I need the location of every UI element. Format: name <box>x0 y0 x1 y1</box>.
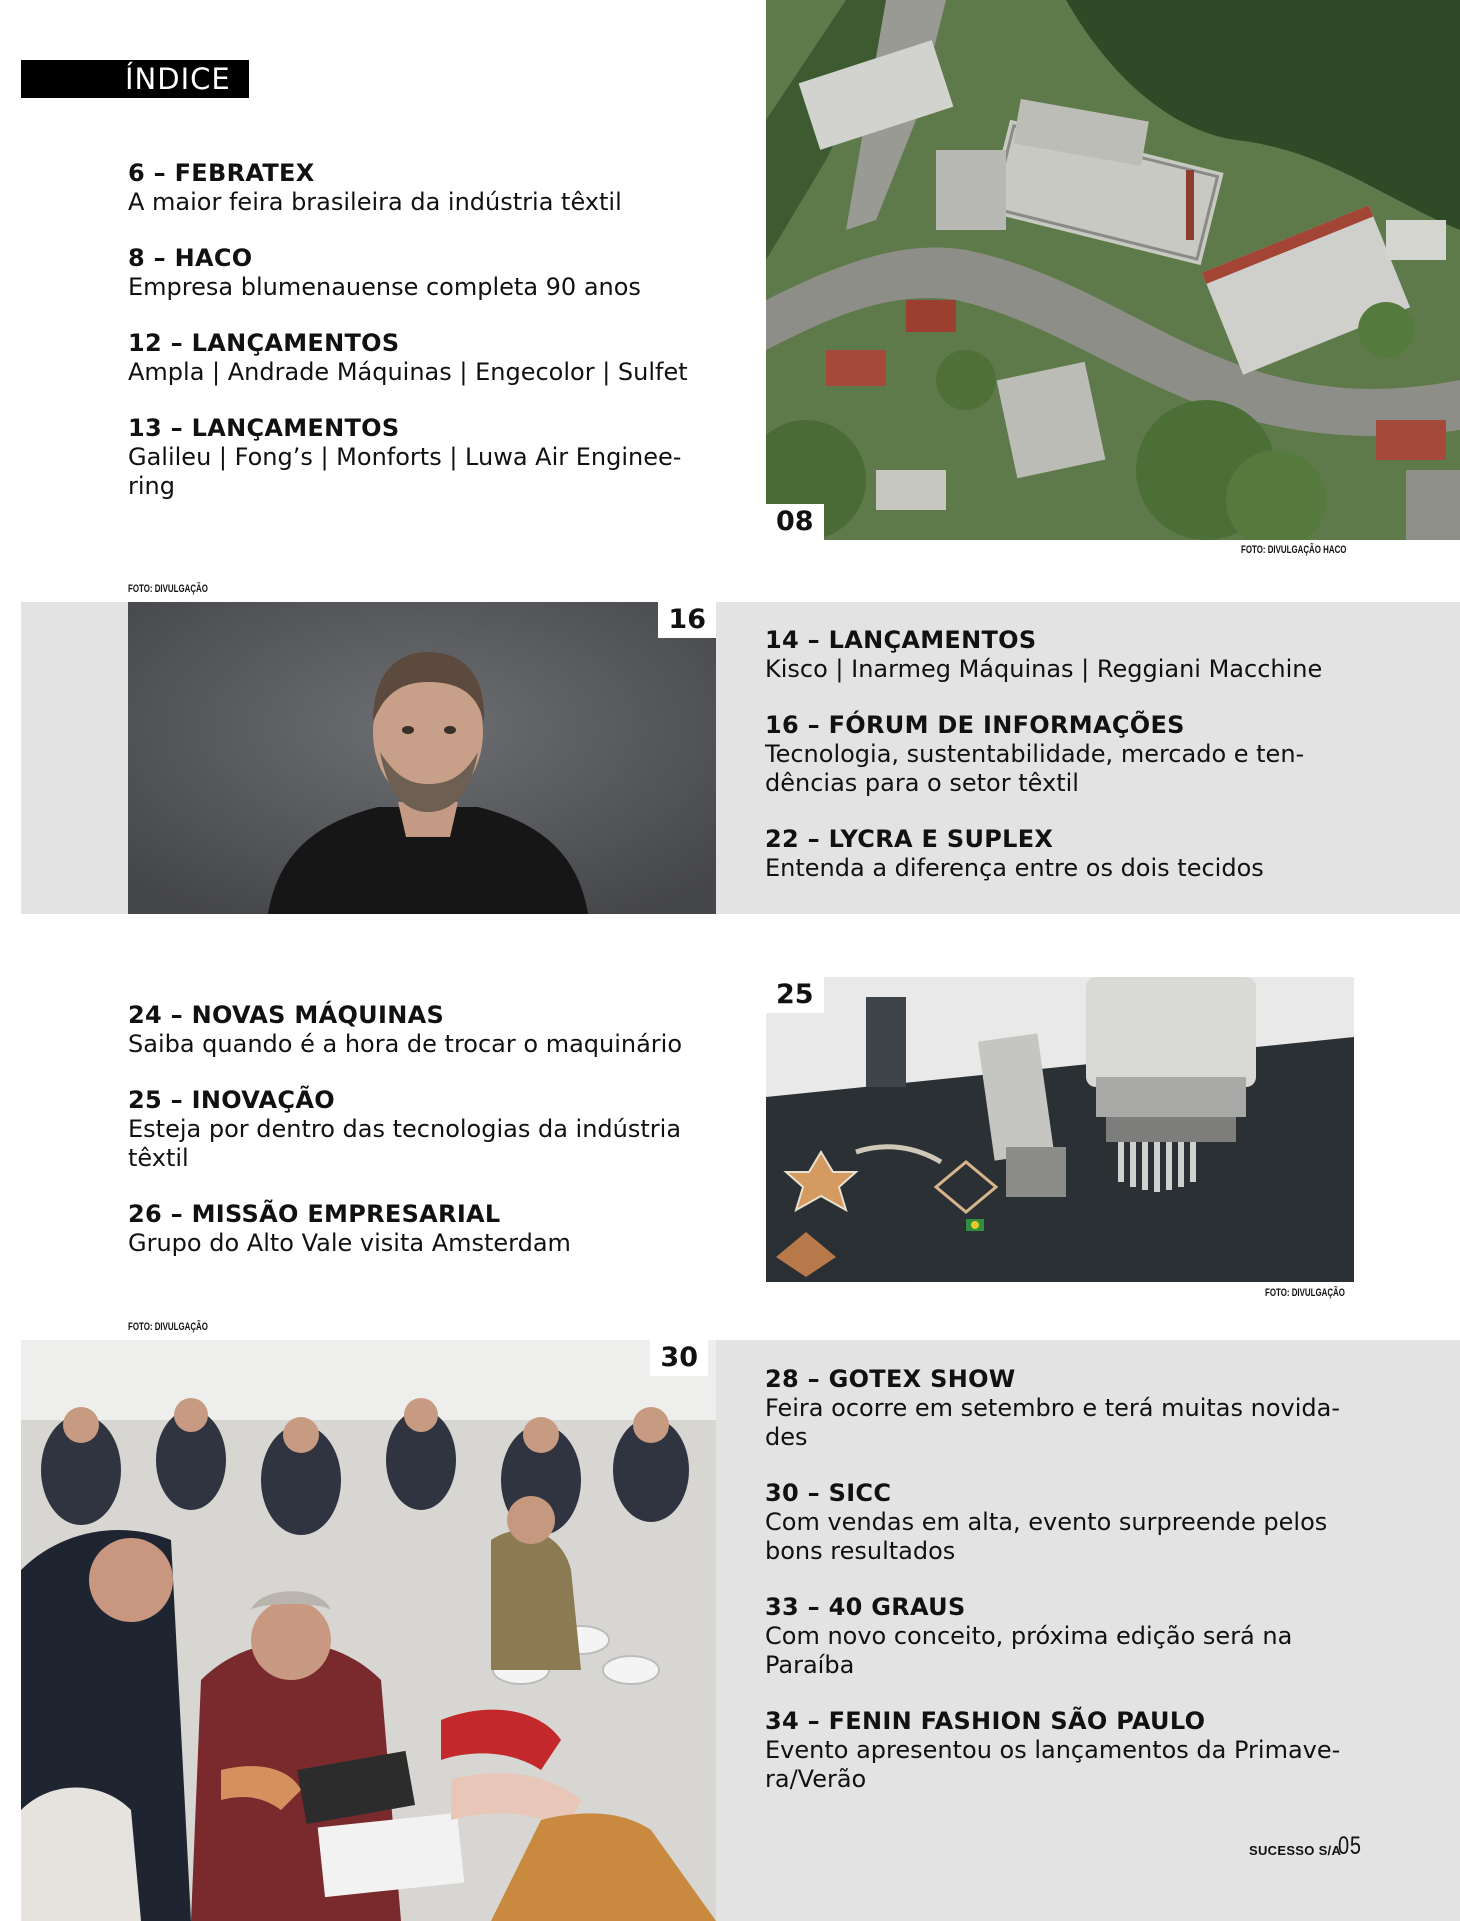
toc-entry-desc: Galileu | Fong’s | Monforts | Luwa Air Enginee-ring <box>128 443 682 500</box>
toc-entry-title: 22 – LYCRA E SUPLEX <box>765 825 1054 853</box>
toc-entry-desc: Saiba quando é a hora de trocar o maquinário <box>128 1030 683 1058</box>
index-label: ÍNDICE <box>21 60 249 98</box>
toc-entry[interactable] <box>765 626 1325 684</box>
toc-entry[interactable] <box>765 1707 1355 1794</box>
toc-entry-title: 25 – INOVAÇÃO <box>128 1086 335 1114</box>
page-number-badge: 30 <box>650 1340 708 1376</box>
toc-entry-title: 33 – 40 GRAUS <box>765 1593 966 1621</box>
toc-entry-desc: A maior feira brasileira da indústria têxtil <box>128 188 622 216</box>
photo-credit: FOTO: DIVULGAÇÃO <box>128 583 208 595</box>
toc-entry-desc: Evento apresentou os lançamentos da Primave-ra/Verão <box>765 1736 1341 1793</box>
toc-group-3 <box>128 1001 708 1285</box>
toc-entry-desc: Kisco | Inarmeg Máquinas | Reggiani Macchine <box>765 655 1323 683</box>
toc-entry-desc: Com vendas em alta, evento surpreende pelos bons resultados <box>765 1508 1328 1565</box>
toc-group-4 <box>765 1365 1355 1821</box>
page-number-badge: 16 <box>658 602 716 638</box>
toc-entry-title: 30 – SICC <box>765 1479 892 1507</box>
toc-entry-title: 13 – LANÇAMENTOS <box>128 414 400 442</box>
embroidery-machine-photo[interactable] <box>766 977 1354 1282</box>
toc-entry[interactable] <box>765 1479 1355 1566</box>
toc-entry-title: 16 – FÓRUM DE INFORMAÇÕES <box>765 711 1185 739</box>
portrait-illustration <box>128 602 716 914</box>
toc-entry[interactable] <box>128 1001 708 1059</box>
photo-credit: FOTO: DIVULGAÇÃO <box>128 1321 208 1333</box>
toc-entry-title: 34 – FENIN FASHION SÃO PAULO <box>765 1707 1206 1735</box>
toc-entry[interactable] <box>765 711 1325 798</box>
toc-group-2 <box>765 626 1325 910</box>
toc-entry-desc: Tecnologia, sustentabilidade, mercado e ten-dências para o setor têxtil <box>765 740 1305 797</box>
embroidery-illustration <box>766 977 1354 1282</box>
toc-entry-desc: Empresa blumenauense completa 90 anos <box>128 273 641 301</box>
toc-entry[interactable] <box>128 1200 708 1258</box>
toc-entry-title: 12 – LANÇAMENTOS <box>128 329 400 357</box>
photo-credit: FOTO: DIVULGAÇÃO <box>1265 1287 1345 1299</box>
toc-entry-desc: Ampla | Andrade Máquinas | Engecolor | Sulfet <box>128 358 688 386</box>
toc-entry-title: 6 – FEBRATEX <box>128 159 315 187</box>
fair-illustration <box>21 1340 716 1921</box>
toc-entry-desc: Esteja por dentro das tecnologias da indústria têxtil <box>128 1115 682 1172</box>
page-number: 05 <box>1338 1832 1362 1860</box>
photo-credit: FOTO: DIVULGAÇÃO HACO <box>1241 544 1347 556</box>
toc-entry-title: 24 – NOVAS MÁQUINAS <box>128 1001 445 1029</box>
magazine-name: SUCESSO S/A <box>1249 1843 1342 1858</box>
toc-entry-desc: Entenda a diferença entre os dois tecidos <box>765 854 1264 882</box>
toc-entry[interactable] <box>128 159 708 217</box>
toc-entry-title: 28 – GOTEX SHOW <box>765 1365 1016 1393</box>
toc-entry[interactable] <box>765 1365 1355 1452</box>
toc-entry-desc: Com novo conceito, próxima edição será na Paraíba <box>765 1622 1293 1679</box>
haco-aerial-illustration <box>766 0 1460 540</box>
toc-entry-desc: Grupo do Alto Vale visita Amsterdam <box>128 1229 571 1257</box>
toc-entry[interactable] <box>128 1086 708 1173</box>
toc-entry-title: 8 – HACO <box>128 244 253 272</box>
page-number-badge: 08 <box>766 504 824 540</box>
page-number-badge: 25 <box>766 977 824 1013</box>
portrait-photo[interactable] <box>128 602 716 914</box>
toc-entry-title: 14 – LANÇAMENTOS <box>765 626 1037 654</box>
toc-entry[interactable] <box>765 825 1325 883</box>
toc-entry[interactable] <box>765 1593 1355 1680</box>
haco-aerial-photo[interactable] <box>766 0 1460 540</box>
toc-entry-desc: Feira ocorre em setembro e terá muitas novida-des <box>765 1394 1341 1451</box>
toc-entry[interactable] <box>128 329 708 387</box>
shoe-fair-photo[interactable] <box>21 1340 716 1921</box>
toc-group-1 <box>128 159 708 528</box>
toc-entry[interactable] <box>128 414 708 501</box>
toc-entry-title: 26 – MISSÃO EMPRESARIAL <box>128 1200 501 1228</box>
toc-entry[interactable] <box>128 244 708 302</box>
